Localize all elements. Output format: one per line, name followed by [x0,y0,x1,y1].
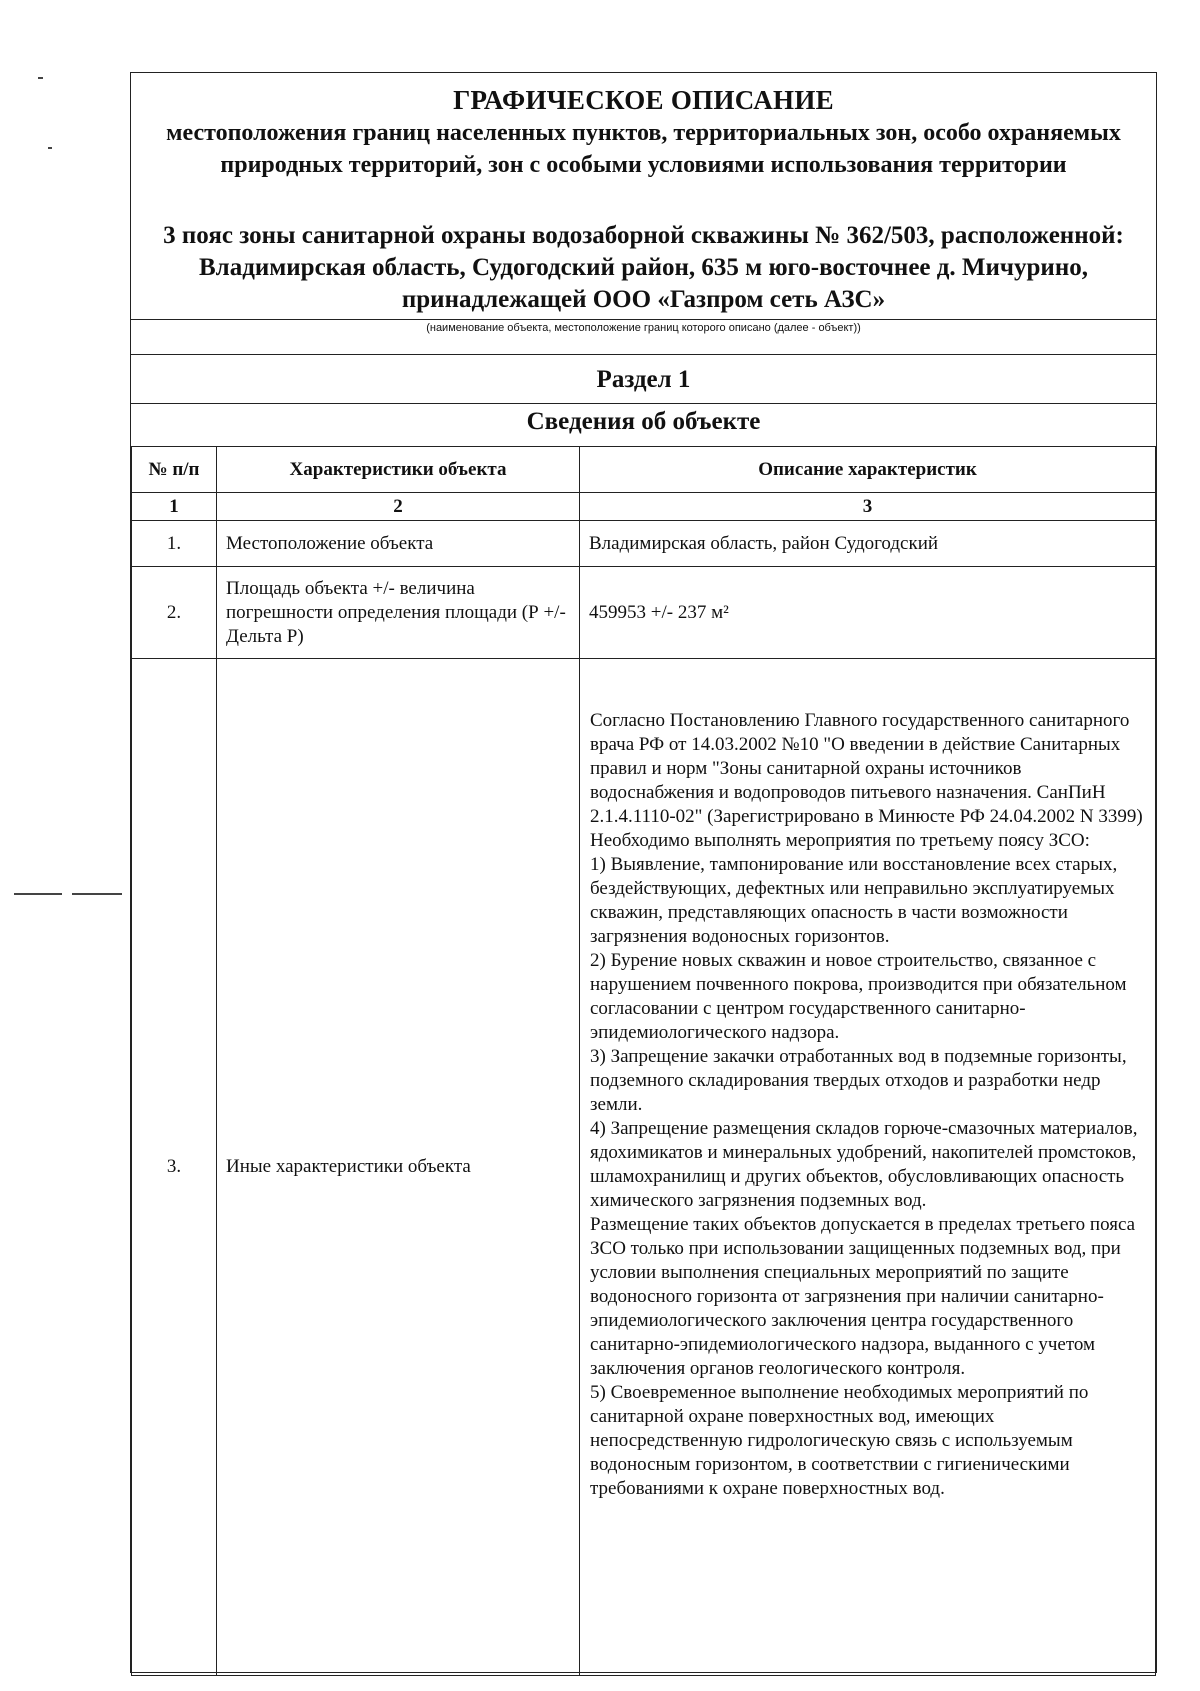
table-index-row [132,493,1156,521]
column-index: 1 [132,493,217,521]
document-subtitle: местоположения границ населенных пунктов, территориальных зон, особо охраняемых природных территорий, зон с особыми условиями использования территории [166,120,1121,178]
document-title: ГРАФИЧЕСКОЕ ОПИСАНИЕ [453,85,834,115]
document-frame [130,72,1157,1673]
description-paragraph: Необходимо выполнять мероприятия по третьему поясу ЗСО: [590,830,1090,851]
row-description: Владимирская область, район Судогодский [580,521,1156,567]
section-subtitle: Сведения об объекте [526,408,761,435]
row-characteristic: Иные характеристики объекта [217,659,580,1676]
row-number: 2. [132,567,217,659]
description-paragraph: Размещение таких объектов допускается в пределах третьего пояса ЗСО только при использовании защищенных подземных вод, при условии выполнения специальных мероприятий по защите водоносного горизонта от загрязнения при наличии санитарно-эпидемиологического заключения центра государственного санитарно-эпидемиологического надзора, выданного с учетом заключения органов геологического контроля. [590,1214,1136,1379]
object-info-table [131,446,1156,1676]
description-paragraph: 3) Запрещение закачки отработанных вод в подземные горизонты, подземного складирования твердых отходов и разработки недр земли. [590,1046,1127,1115]
scan-mark [48,147,52,149]
scan-mark [72,893,122,895]
row-characteristic: Площадь объекта +/- величина погрешности определения площади (Р +/- Дельта Р) [217,567,580,659]
description-paragraph: Согласно Постановлению Главного государственного санитарного врача РФ от 14.03.2002 №10 "О введении в действие Санитарных правил и норм "Зоны санитарной охраны источников водоснабжения и водопроводов питьевого назначения. СанПиН 2.1.4.1110-02" (Зарегистрировано в Минюсте РФ 24.04.2002 N 3399) [590,710,1143,827]
description-paragraph: 2) Бурение новых скважин и новое строительство, связанное с нарушением почвенного покрова, производится при обязательном согласовании с центром государственного санитарно-эпидемиологического надзора. [590,950,1127,1043]
scan-mark [14,893,62,895]
column-header-characteristic: Характеристики объекта [217,447,580,493]
description-paragraphs [590,659,1149,1501]
row-description: 459953 +/- 237 м² [580,567,1156,659]
table-row [132,567,1156,659]
divider [131,319,1156,320]
row-characteristic: Местоположение объекта [217,521,580,567]
description-paragraph: 1) Выявление, тампонирование или восстановление всех старых, бездействующих, дефектных или неправильно эксплуатируемых скважин, представляющих опасность в части возможности загрязнения водоносных горизонтов. [590,854,1118,947]
scan-mark [38,77,43,79]
table-header-row [132,447,1156,493]
section-title: Раздел 1 [596,366,691,393]
column-index: 3 [580,493,1156,521]
object-caption: (наименование объекта, местоположение границ которого описано (далее - объект)) [426,322,861,334]
row-number: 1. [132,521,217,567]
description-paragraph: 4) Запрещение размещения складов горюче-смазочных материалов, ядохимикатов и минеральных удобрений, накопителей промстоков, шламохранилищ и других объектов, обусловливающих опасность химического загрязнения подземных вод. [590,1118,1138,1211]
column-header-number: № п/п [132,447,217,493]
divider [131,354,1156,355]
row-description [580,659,1156,1676]
row-number: 3. [132,659,217,1676]
column-index: 2 [217,493,580,521]
column-header-description: Описание характеристик [580,447,1156,493]
table-row [132,521,1156,567]
table-row [132,659,1156,1676]
object-name: 3 пояс зоны санитарной охраны водозаборной скважины № 362/503, расположенной: Владимирская область, Судогодский район, 635 м юго-восточнее д. Мичурино, принадлежащей ООО «Газпром сеть АЗС» [163,222,1124,313]
description-paragraph: 5) Своевременное выполнение необходимых мероприятий по санитарной охране поверхностных вод, имеющих непосредственную гидрологическую связь с используемым водоносным горизонтом, в соответствии с гигиеническими требованиями к охране поверхностных вод. [590,1382,1089,1499]
divider [131,403,1156,404]
